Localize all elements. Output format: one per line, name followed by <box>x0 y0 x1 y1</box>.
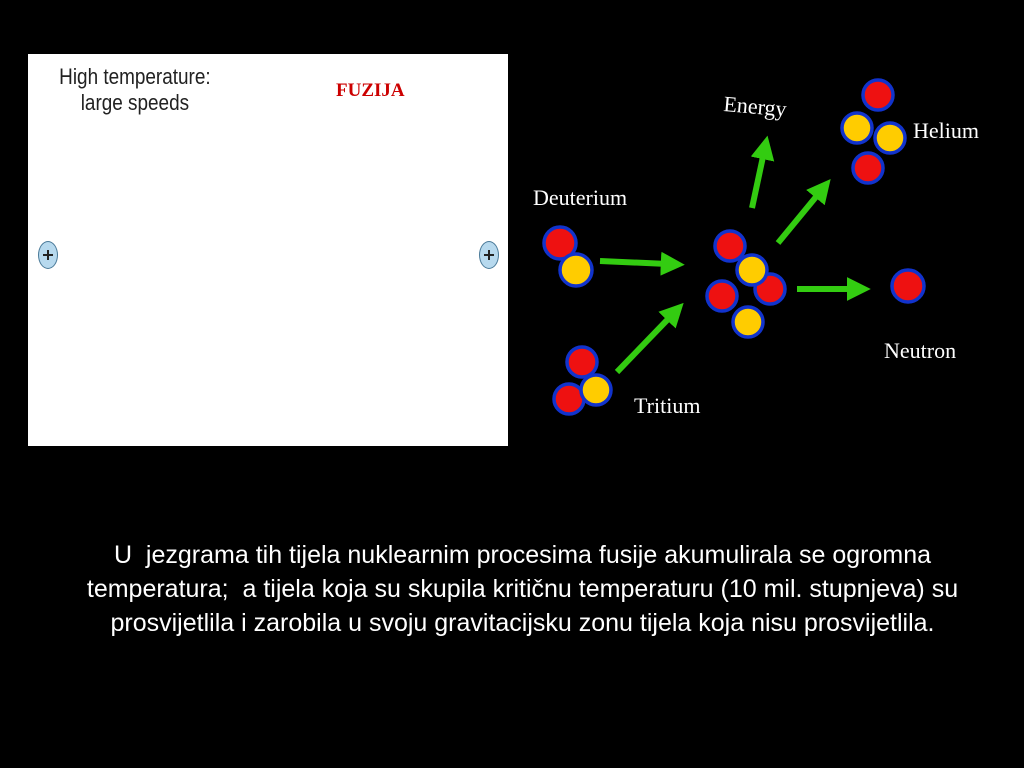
plus-icon <box>42 249 54 261</box>
label-tritium: Tritium <box>634 393 701 418</box>
tritium-nucleus <box>554 347 611 414</box>
deuterium-nucleus <box>544 227 592 286</box>
compound-nucleus <box>707 231 785 337</box>
caption-line-1: High temperature: <box>59 64 211 89</box>
arrow-deuterium-to-nucleus <box>600 261 668 264</box>
label-helium: Helium <box>913 118 979 143</box>
caption-line-2: large speeds <box>80 90 190 115</box>
label-deuterium: Deuterium <box>533 185 628 210</box>
label-neutron: Neutron <box>884 338 957 363</box>
fusion-reaction-diagram <box>520 60 1000 440</box>
simulation-caption <box>36 64 234 116</box>
free-neutron <box>892 270 924 302</box>
fusion-simulation-panel <box>28 54 508 446</box>
plus-icon <box>483 249 495 261</box>
simulation-title: FUZIJA <box>336 80 405 101</box>
label-energy: Energy <box>722 91 788 122</box>
arrow-to-energy <box>752 152 764 208</box>
body-paragraph: U jezgrama tih tijela nuklearnim procesima fusije akumulirala se ogromna temperatura; a tijela koja su skupila kritičnu temperaturu (10 mil. stupnjeva) su prosvijetlila i zarobila u svoju gravitacijsku zonu tijela koja nisu prosvijetlila. <box>86 541 966 637</box>
arrow-tritium-to-nucleus <box>617 315 672 372</box>
positive-ion-left <box>38 241 58 269</box>
positive-ion-right <box>479 241 499 269</box>
arrow-to-helium <box>778 192 820 243</box>
helium-nucleus <box>842 80 905 183</box>
